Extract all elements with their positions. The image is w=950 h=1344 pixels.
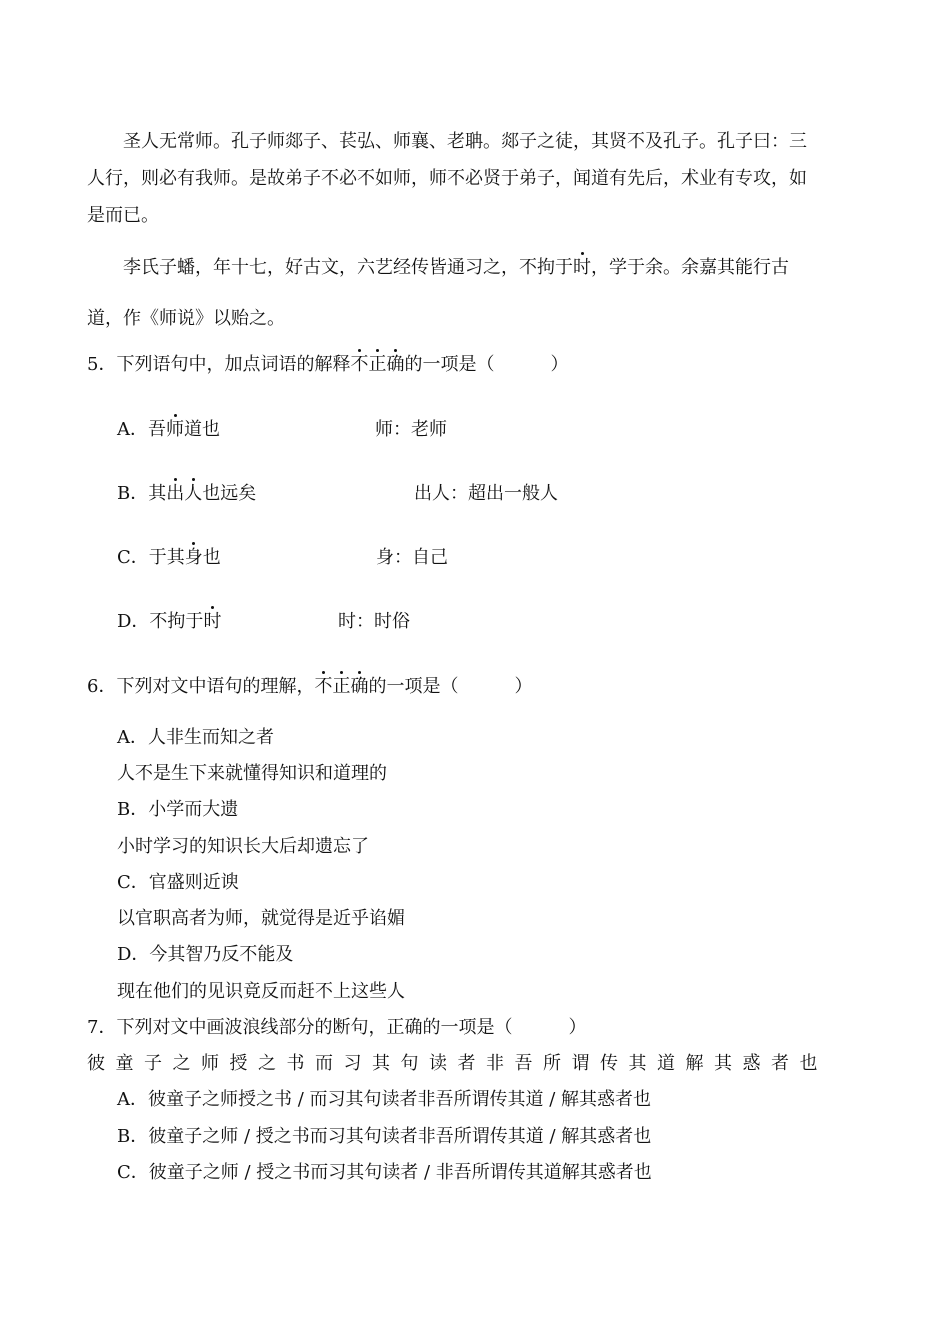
q5-stem-text: 5．下列语句中，加点词语的解释: [87, 354, 351, 375]
q6-stem-close: ）: [514, 676, 533, 697]
q6-stem: [87, 676, 532, 698]
passage-p1-line2: 人行，则必有我师。是故弟子不必不如师，师不必贤于弟子，闻道有先后，术业有专攻，如: [87, 168, 807, 189]
passage-p1-line3: 是而已。: [87, 205, 159, 226]
option-label: A．吾: [117, 419, 166, 440]
q6-option-a: A．人非生而知之者: [117, 727, 274, 748]
q6-option-d: D．今其智乃反不能及: [117, 944, 294, 965]
emphasis-dot-char: 正: [368, 354, 387, 375]
passage-p2-line1: [123, 257, 789, 279]
q5-option-b: [117, 483, 256, 505]
q6-option-a-translation: 人不是生下来就懂得知识和道理的: [117, 763, 387, 784]
q6-option-b-translation: 小时学习的知识长大后却遗忘了: [117, 836, 369, 857]
emphasis-dot-char: 人: [184, 483, 203, 504]
q5-option-c: [117, 547, 221, 569]
q7-option-c: C．彼童子之师 / 授之书而习其句读者 / 非吾所谓传其道解其惑者也: [117, 1162, 652, 1183]
q5-option-d: [117, 611, 221, 633]
q7-stem-text: 7．下列对文中画波浪线部分的断句，正确的一项是（: [87, 1017, 513, 1038]
option-text: 道也: [184, 419, 220, 440]
passage-p2-line2: 道，作《师说》以贻之。: [87, 308, 285, 329]
q7-stem-close: ）: [568, 1017, 587, 1038]
q7-stem: [87, 1017, 586, 1039]
q6-option-b: B．小学而大遗: [117, 799, 239, 820]
passage-p2-text-a: 李氏子蟠，年十七，好古文，六艺经传皆通习之，不拘于: [123, 257, 573, 278]
q5-option-b-explanation: 出人：超出一般人: [414, 483, 558, 504]
passage-p1-line1: 圣人无常师。孔子师郯子、苌弘、师襄、老聃。郯子之徒，其贤不及孔子。孔子曰：三: [123, 131, 807, 152]
emphasis-dot-char: 不: [314, 676, 333, 697]
q6-option-c-translation: 以官职高者为师，就觉得是近乎谄媚: [117, 908, 405, 929]
q7-wavy-line-text: 彼童子之师授之书而习其句读者非吾所谓传其道解其惑者也: [87, 1053, 828, 1074]
q6-stem-text: 6．下列对文中语句的理解，: [87, 676, 315, 697]
emphasis-dot-char: 确: [386, 354, 405, 375]
emphasis-dot-char: 师: [166, 419, 184, 440]
q7-option-b: B．彼童子之师 / 授之书而习其句读者非吾所谓传其道 / 解其惑者也: [117, 1126, 652, 1147]
q5-stem-close: ）: [550, 354, 569, 375]
q5-option-d-explanation: 时：时俗: [338, 611, 410, 632]
q5-stem: [87, 354, 568, 376]
q5-stem-text-b: 的一项是（: [404, 354, 495, 375]
option-text: 也远矣: [202, 483, 257, 504]
emphasis-dot-char: 不: [350, 354, 369, 375]
option-label: B．其: [117, 483, 167, 504]
emphasis-dot-char: 确: [350, 676, 369, 697]
q6-option-d-translation: 现在他们的见识竟反而赶不上这些人: [117, 981, 405, 1002]
q7-option-a: A．彼童子之师授之书 / 而习其句读者非吾所谓传其道 / 解其惑者也: [117, 1089, 652, 1110]
option-label: D．不拘于: [117, 611, 204, 632]
passage-p2-text-b: ，学于余。余嘉其能行古: [591, 257, 789, 278]
q5-option-a-explanation: 师：老师: [375, 419, 447, 440]
emphasis-dot-char: 正: [332, 676, 351, 697]
option-text: 也: [202, 547, 221, 568]
option-label: C．于其: [117, 547, 185, 568]
emphasis-dot-char: 身: [184, 547, 203, 568]
q6-stem-text-b: 的一项是（: [368, 676, 459, 697]
emphasis-dot-char: 出: [166, 483, 185, 504]
q5-option-c-explanation: 身：自己: [376, 547, 448, 568]
q6-option-c: C．官盛则近谀: [117, 872, 239, 893]
q5-option-a: [117, 419, 220, 441]
emphasis-dot-char: 时: [573, 257, 591, 278]
emphasis-dot-char: 时: [203, 611, 222, 632]
